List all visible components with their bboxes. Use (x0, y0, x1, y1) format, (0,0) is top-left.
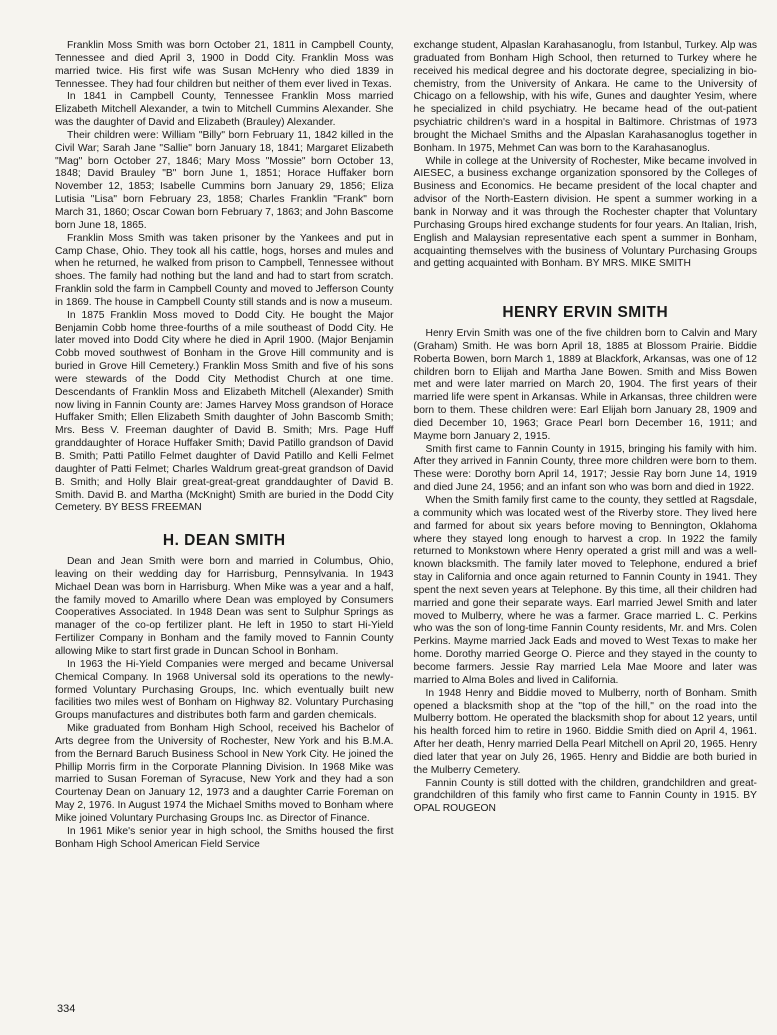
article-heading-h-dean-smith: H. DEAN SMITH (162, 532, 286, 550)
article-paragraph: In 1961 Mike's senior year in high school, the Smiths housed the first Bonham High School American Field Service (55, 825, 394, 850)
article-paragraph: When the Smith family first came to the county, they settled at Ragsdale, a community which was located west of the Riverby store. They lived here and farmed for about six years before moving to Bennington, Oklahoma where they stayed long enough to harvest a crop. In 1922 the family returned to Monkstown where Henry operated a grist mill and was a well-known blacksmith. The family later moved to Telephone, endured a brief stay in California and once again returned to Fannin County in 1941. They spent the next seven years at Telephone. By this time, all their children had married and gone their separate ways. Earl married Jewel Smith and later moved to Mulberry, where he was a farmer. Grace married L. C. Perkins who was the son of long-time Fannin County residents, Mr. and Mrs. Colen Perkins. Mayme married Jack Eads and moved to West Texas to make her home. Dorothy married George O. Pierce and they stayed in the county to become farmers. Jessie Ray married Lela Mae Moore and later was married to Alma Boles and lived in California. (413, 495, 757, 686)
article-paragraph-continued: exchange student, Alpaslan Karahasanoglu, from Istanbul, Turkey. Alp was graduated from Bonham High School, then returned to Turkey where he received his medical degree and his doctorate degree, specializing in bio-chemistry, from the University of Ankara. He came to the University of Chicago on a fellowship, with his wife, Gunes and daughter Yesim, where he specialized in child psychiatry. He became head of the out-patient psychiatric children's ward in a hospital in Baltimore. Christmas of 1973 brought the Michael Smiths and the Alpaslan Karahasanoglus together in Bonham. In 1975, Mehmet Can was born to the Karahasanoglus. (413, 40, 757, 154)
article-paragraph: In 1875 Franklin Moss moved to Dodd City. He bought the Major Benjamin Cobb home three-fourths of a mile southeast of Dodd City. He later moved into Dodd City where he died in April 1900. (Major Benjamin Cobb moved southwest of Bonham in the Grove Hill community and is buried in Grove Hill Cemetery.) Franklin Moss Smith and five of his sons were stewards of the Dodd City Methodist Church at one time. Descendants of Franklin Moss and Elizabeth Mitchell (Alexander) Smith now living in Fannin County are: James Harvey Moss grandson of Horace Huffaker Smith; Ellen Elizabeth Smith daughter of John Bascomb Smith; Mrs. Bess V. Freeman daughter of David B. Smith; Mrs. Page Huff granddaughter of Horace Huffaker Smith; David Patillo grandson of David B. Smith; Patti Patillo Felmet daughter of David Patillo and Kelli Felmet daughter of Patti Felmet; Charles Waldrum great-great grandson of David B. Smith; and Holly Blair great-great-great granddaughter of David B. Smith. David B. and Martha (McKnight) Smith are buried in the Dodd City Cemetery. BY BESS FREEMAN (55, 309, 394, 514)
text-columns (55, 40, 757, 851)
article-paragraph: Dean and Jean Smith were born and married in Columbus, Ohio, leaving on their wedding day for Harrisburg, Pennsylvania. In 1943 Michael Dean was born in Harrisburg. When Mike was a year and a half, the family moved to Amarillo where Dean was employed by Consumers Cooperatives Associated. In 1948 Dean was sent to Sulphur Springs as manager of the co-op fertilizer plant. He left in 1950 to start Hi-Yield Fertilizer Company in Bonham and the family moved to Fannin County allowing Mike to start first grade in Duncan School in Bonham. (55, 556, 394, 657)
article-paragraph: While in college at the University of Rochester, Mike became involved in AIESEC, a business exchange organization sponsored by the Colleges of Business and Economics. He became president of the local chapter and advisor of the North-Eastern division. He spent a summer working in a bank in Norway and it was through the Rochester chapter that Voluntary Purchasing Groups hired exchange students for four years. An Italian, Irish, English and Malaysian representative each spent a summer in Bonham, acquainting themselves with the business of Voluntary Purchasing Groups and getting acquainted with Bonham. BY MRS. MIKE SMITH (413, 155, 757, 270)
article-paragraph: In 1948 Henry and Biddie moved to Mulberry, north of Bonham. Smith opened a blacksmith shop at the "top of the hill," on the road into the Mulberry bottom. He operated the blacksmith shop for about 12 years, until his health forced him to retire in 1960. Biddie Smith died on April 4, 1961. After her death, Henry married Della Pearl Mitchell on April 20, 1965. Henry died later that year on July 26, 1965. Henry and Biddie are both buried in the Mulberry Cemetery. (413, 687, 757, 776)
article-paragraph: Mike graduated from Bonham High School, received his Bachelor of Arts degree from the University of Rochester, New York and his B.M.A. from the Bernard Baruch Business School in New York City. He joined the Phillip Morris firm in the Corporate Planning Division. In 1968 Mike was married to Susan Foreman of Syracuse, New York and they had a son Courtenay Dean on January 12, 1973 and a daughter Carrie Foreman on May 2, 1976. In August 1974 the Michael Smiths moved to Bonham where Mike joined Voluntary Purchasing Groups Inc. as Director of Finance. (55, 723, 394, 824)
article-paragraph: In 1841 in Campbell County, Tennessee Franklin Moss married Elizabeth Mitchell Alexander, a twin to Mitchell Cummins Alexander. She was the daughter of David and Elizabeth (Brauley) Alexander. (55, 91, 394, 129)
article-paragraph: Their children were: William "Billy" born February 11, 1842 killed in the Civil War; Sarah Jane "Sallie" born January 18, 1841; Margaret Elizabeth "Mag" born October 27, 1846; Mary Moss "Mossie" born October 13, 1848; David Brauley "B" born June 1, 1851; Horace Huffaker born November 12, 1853; Isabelle Cummins born January 29, 1856; Eliza Lutisia "Lisa" born February 23, 1858; Charles Franklin "Frank" born March 31, 1860; Oscar Cowan born February 7, 1863; and John Bascome born June 18, 1865. (55, 129, 394, 231)
article-paragraph: Franklin Moss Smith was born October 21, 1811 in Campbell County, Tennessee and died April 3, 1900 in Dodd City. Franklin Moss was married twice. His first wife was Susan McHenry who died 1839 in Tennessee. They had four children but neither of them ever lived in Texas. (55, 40, 394, 90)
article-paragraph: Henry Ervin Smith was one of the five children born to Calvin and Mary (Graham) Smith. He was born April 18, 1885 at Blossom Prairie. Biddie Roberta Bowen, born March 1, 1889 at Blackfork, Arkansas, was one of 12 children born to Elijah and Martha Jane Bowen. Smith and Miss Bowen met and were later married on March 20, 1904. The first years of their married life were spent in Arkansas. While in Arkansas, three children were born to them. These children were: Earl Elijah born January 28, 1909 and died December 10, 1963; Grace Pearl born December 16, 1911; and Mayme born January 2, 1915. (413, 328, 757, 442)
left-column (55, 40, 394, 851)
page-number: 334 (57, 1003, 76, 1015)
article-paragraph: Franklin Moss Smith was taken prisoner by the Yankees and put in Camp Chase, Ohio. They took all his cattle, hogs, horses and mules and when he returned, he walked from prison to Campbell, Tennessee without shoes. The family had nothing but the land and had to start from scratch. Franklin sold the farm in Campbell County and moved to Jefferson County in 1869. The house in Campbell County still stands and is now a museum. (55, 232, 394, 308)
article-heading-henry-ervin-smith: HENRY ERVIN SMITH (502, 304, 669, 322)
article-paragraph: Smith first came to Fannin County in 1915, bringing his family with him. After they arrived in Fannin County, three more children were born to them. These were: Dorothy born April 14, 1917; Jessie Ray born June 14, 1919 and died June 24, 1956; and an infant son who was born and died in 1922. (413, 443, 757, 494)
article-paragraph: Fannin County is still dotted with the children, grandchildren and great-grandchildren of this family who first came to Fannin County in 1915. BY OPAL ROUGEON (413, 777, 757, 815)
article-paragraph: In 1963 the Hi-Yield Companies were merged and became Universal Chemical Company. In 1968 Universal sold its operations to the newly-formed Voluntary Purchasing Groups, Inc. which eventually built new facilities two miles west of Bonham on Highway 82. Voluntary Purchasing Groups manufactures and distributes both farm and garden chemicals. (55, 658, 394, 722)
right-column (414, 40, 757, 851)
